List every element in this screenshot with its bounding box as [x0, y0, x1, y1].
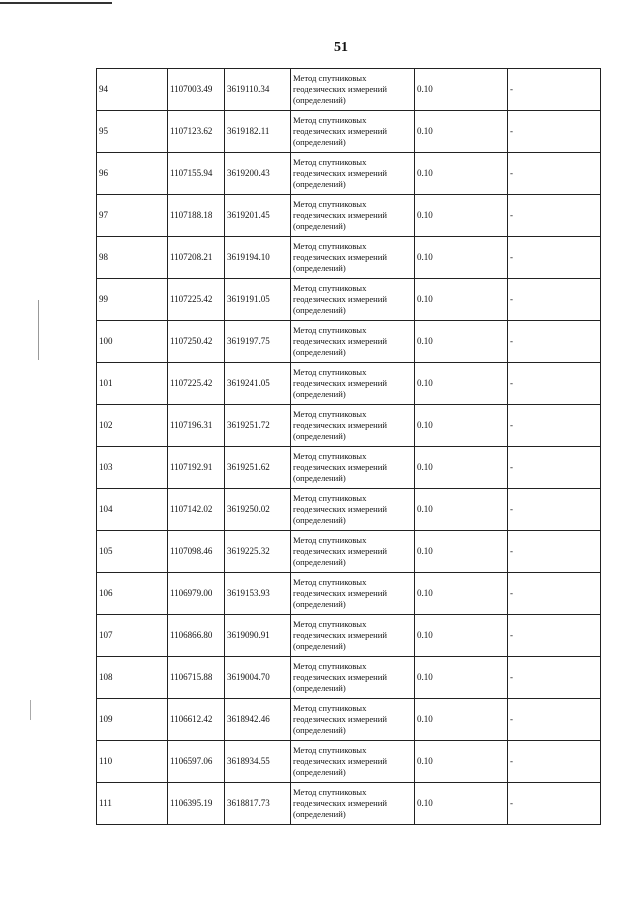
note-cell: -: [508, 657, 601, 699]
accuracy-cell: 0.10: [415, 489, 508, 531]
y-coordinate-cell: 3619004.70: [225, 657, 291, 699]
accuracy-cell: 0.10: [415, 69, 508, 111]
table-row: [97, 741, 601, 783]
point-number-cell: 96: [97, 153, 168, 195]
page-number: 51: [334, 40, 348, 55]
table-row: [97, 279, 601, 321]
x-coordinate-cell: 1107250.42: [168, 321, 225, 363]
accuracy-cell: 0.10: [415, 237, 508, 279]
method-cell: Метод спутниковых геодезических измерений (определений): [291, 153, 415, 195]
accuracy-cell: 0.10: [415, 699, 508, 741]
coordinates-table: [96, 68, 601, 825]
note-cell: -: [508, 195, 601, 237]
x-coordinate-cell: 1106395.19: [168, 783, 225, 825]
table-row: [97, 237, 601, 279]
scan-artifact-left-edge: [38, 300, 39, 360]
accuracy-cell: 0.10: [415, 321, 508, 363]
note-cell: -: [508, 153, 601, 195]
table-row: [97, 69, 601, 111]
table-row: [97, 489, 601, 531]
method-cell: Метод спутниковых геодезических измерений (определений): [291, 741, 415, 783]
method-cell: Метод спутниковых геодезических измерений (определений): [291, 573, 415, 615]
point-number-cell: 106: [97, 573, 168, 615]
method-cell: Метод спутниковых геодезических измерений (определений): [291, 69, 415, 111]
point-number-cell: 110: [97, 741, 168, 783]
note-cell: -: [508, 321, 601, 363]
y-coordinate-cell: 3619110.34: [225, 69, 291, 111]
method-cell: Метод спутниковых геодезических измерений (определений): [291, 279, 415, 321]
point-number-cell: 108: [97, 657, 168, 699]
note-cell: -: [508, 531, 601, 573]
table-row: [97, 615, 601, 657]
method-cell: Метод спутниковых геодезических измерений (определений): [291, 615, 415, 657]
point-number-cell: 111: [97, 783, 168, 825]
note-cell: -: [508, 615, 601, 657]
point-number-cell: 99: [97, 279, 168, 321]
table-row: [97, 111, 601, 153]
point-number-cell: 107: [97, 615, 168, 657]
accuracy-cell: 0.10: [415, 741, 508, 783]
y-coordinate-cell: 3619194.10: [225, 237, 291, 279]
x-coordinate-cell: 1106866.80: [168, 615, 225, 657]
note-cell: -: [508, 111, 601, 153]
x-coordinate-cell: 1106979.00: [168, 573, 225, 615]
y-coordinate-cell: 3619153.93: [225, 573, 291, 615]
scan-artifact-left-edge-lower: [30, 700, 31, 720]
table-row: [97, 657, 601, 699]
method-cell: Метод спутниковых геодезических измерений (определений): [291, 489, 415, 531]
method-cell: Метод спутниковых геодезических измерений (определений): [291, 699, 415, 741]
table-row: [97, 195, 601, 237]
table-row: [97, 447, 601, 489]
note-cell: -: [508, 447, 601, 489]
y-coordinate-cell: 3619250.02: [225, 489, 291, 531]
point-number-cell: 109: [97, 699, 168, 741]
y-coordinate-cell: 3618942.46: [225, 699, 291, 741]
y-coordinate-cell: 3619251.62: [225, 447, 291, 489]
accuracy-cell: 0.10: [415, 447, 508, 489]
x-coordinate-cell: 1107142.02: [168, 489, 225, 531]
accuracy-cell: 0.10: [415, 573, 508, 615]
point-number-cell: 102: [97, 405, 168, 447]
point-number-cell: 94: [97, 69, 168, 111]
accuracy-cell: 0.10: [415, 657, 508, 699]
x-coordinate-cell: 1107225.42: [168, 363, 225, 405]
accuracy-cell: 0.10: [415, 279, 508, 321]
accuracy-cell: 0.10: [415, 531, 508, 573]
y-coordinate-cell: 3618817.73: [225, 783, 291, 825]
point-number-cell: 105: [97, 531, 168, 573]
x-coordinate-cell: 1106715.88: [168, 657, 225, 699]
y-coordinate-cell: 3619182.11: [225, 111, 291, 153]
y-coordinate-cell: 3619225.32: [225, 531, 291, 573]
table-row: [97, 531, 601, 573]
y-coordinate-cell: 3619201.45: [225, 195, 291, 237]
note-cell: -: [508, 237, 601, 279]
x-coordinate-cell: 1107192.91: [168, 447, 225, 489]
y-coordinate-cell: 3619197.75: [225, 321, 291, 363]
y-coordinate-cell: 3618934.55: [225, 741, 291, 783]
table-row: [97, 153, 601, 195]
note-cell: -: [508, 573, 601, 615]
point-number-cell: 104: [97, 489, 168, 531]
x-coordinate-cell: 1107208.21: [168, 237, 225, 279]
method-cell: Метод спутниковых геодезических измерений (определений): [291, 405, 415, 447]
note-cell: -: [508, 741, 601, 783]
y-coordinate-cell: 3619191.05: [225, 279, 291, 321]
table-row: [97, 573, 601, 615]
x-coordinate-cell: 1107098.46: [168, 531, 225, 573]
note-cell: -: [508, 405, 601, 447]
method-cell: Метод спутниковых геодезических измерений (определений): [291, 321, 415, 363]
x-coordinate-cell: 1107225.42: [168, 279, 225, 321]
note-cell: -: [508, 363, 601, 405]
y-coordinate-cell: 3619200.43: [225, 153, 291, 195]
accuracy-cell: 0.10: [415, 195, 508, 237]
method-cell: Метод спутниковых геодезических измерений (определений): [291, 111, 415, 153]
note-cell: -: [508, 279, 601, 321]
x-coordinate-cell: 1107003.49: [168, 69, 225, 111]
table-row: [97, 783, 601, 825]
y-coordinate-cell: 3619090.91: [225, 615, 291, 657]
point-number-cell: 97: [97, 195, 168, 237]
x-coordinate-cell: 1107123.62: [168, 111, 225, 153]
scan-artifact-top-line: [0, 2, 112, 4]
point-number-cell: 100: [97, 321, 168, 363]
method-cell: Метод спутниковых геодезических измерений (определений): [291, 657, 415, 699]
point-number-cell: 101: [97, 363, 168, 405]
method-cell: Метод спутниковых геодезических измерений (определений): [291, 783, 415, 825]
point-number-cell: 98: [97, 237, 168, 279]
table-row: [97, 699, 601, 741]
note-cell: -: [508, 489, 601, 531]
y-coordinate-cell: 3619241.05: [225, 363, 291, 405]
table-row: [97, 405, 601, 447]
accuracy-cell: 0.10: [415, 783, 508, 825]
point-number-cell: 95: [97, 111, 168, 153]
point-number-cell: 103: [97, 447, 168, 489]
note-cell: -: [508, 783, 601, 825]
x-coordinate-cell: 1106612.42: [168, 699, 225, 741]
method-cell: Метод спутниковых геодезических измерений (определений): [291, 237, 415, 279]
method-cell: Метод спутниковых геодезических измерений (определений): [291, 531, 415, 573]
accuracy-cell: 0.10: [415, 153, 508, 195]
method-cell: Метод спутниковых геодезических измерений (определений): [291, 195, 415, 237]
note-cell: -: [508, 699, 601, 741]
x-coordinate-cell: 1107188.18: [168, 195, 225, 237]
x-coordinate-cell: 1107196.31: [168, 405, 225, 447]
method-cell: Метод спутниковых геодезических измерений (определений): [291, 363, 415, 405]
accuracy-cell: 0.10: [415, 615, 508, 657]
x-coordinate-cell: 1106597.06: [168, 741, 225, 783]
x-coordinate-cell: 1107155.94: [168, 153, 225, 195]
method-cell: Метод спутниковых геодезических измерений (определений): [291, 447, 415, 489]
y-coordinate-cell: 3619251.72: [225, 405, 291, 447]
note-cell: -: [508, 69, 601, 111]
table-row: [97, 321, 601, 363]
accuracy-cell: 0.10: [415, 363, 508, 405]
table-row: [97, 363, 601, 405]
accuracy-cell: 0.10: [415, 405, 508, 447]
accuracy-cell: 0.10: [415, 111, 508, 153]
